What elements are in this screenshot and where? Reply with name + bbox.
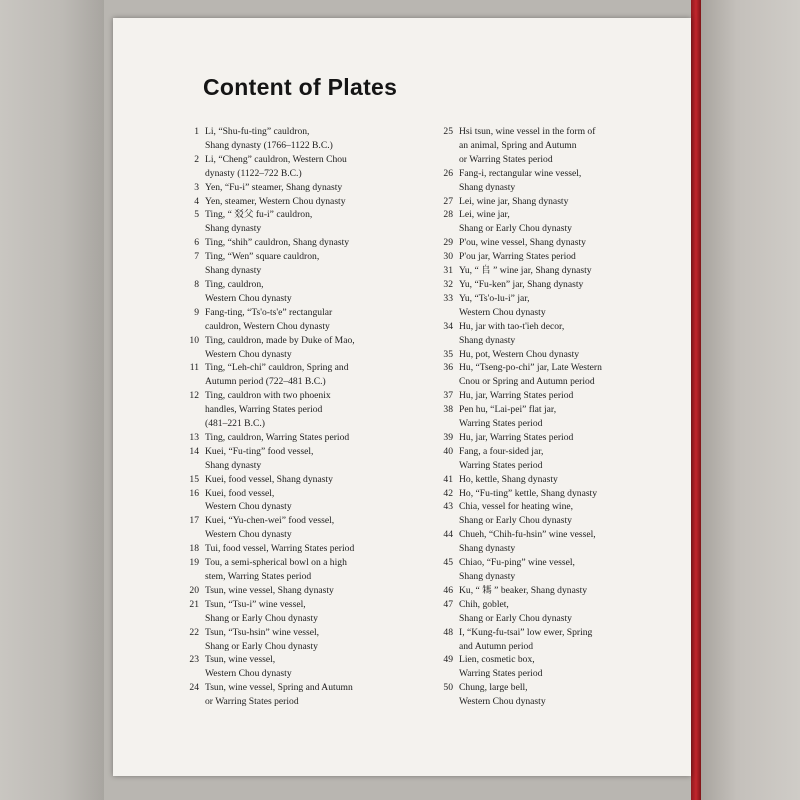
plate-description: Hu, jar with tao-t'ieh decor, Shang dynasty <box>459 320 565 346</box>
plate-description: Tsun, wine vessel, Shang dynasty <box>205 584 334 596</box>
plate-entry <box>177 181 437 195</box>
book-page <box>113 18 691 776</box>
plate-number: 48 <box>443 626 453 638</box>
plate-number: 27 <box>443 195 453 207</box>
book-cover-edge <box>691 0 701 800</box>
plate-description: Lien, cosmetic box, Warring States period <box>459 654 543 680</box>
plate-number: 47 <box>443 598 453 610</box>
plate-entry <box>434 403 684 431</box>
plate-entry <box>434 250 684 264</box>
plate-entry <box>434 292 684 320</box>
plate-entry <box>177 195 437 209</box>
plate-description: Yen, steamer, Western Chou dynasty <box>205 195 346 207</box>
plate-entry <box>434 681 684 709</box>
plate-description: Tui, food vessel, Warring States period <box>205 543 355 555</box>
plate-entry <box>177 626 437 654</box>
plate-number: 44 <box>443 529 453 541</box>
plate-number: 18 <box>189 543 199 555</box>
plate-number: 28 <box>443 209 453 221</box>
plate-entry <box>177 208 437 236</box>
plate-description: Yu, “Fu-ken” jar, Shang dynasty <box>459 278 584 290</box>
plate-entry <box>434 653 684 681</box>
plate-number: 40 <box>443 445 453 457</box>
plate-number: 43 <box>443 501 453 513</box>
plate-number: 37 <box>443 390 453 402</box>
plate-description: Li, “Cheng” cauldron, Western Chou dynasty (1122–722 B.C.) <box>205 153 347 179</box>
background-right <box>695 0 800 800</box>
plate-entry <box>177 556 437 584</box>
plates-column-left <box>177 125 437 709</box>
plate-entry <box>177 681 437 709</box>
plate-number: 30 <box>443 251 453 263</box>
plate-number: 2 <box>194 153 199 165</box>
plate-number: 15 <box>189 473 199 485</box>
plate-number: 17 <box>189 515 199 527</box>
plate-number: 16 <box>189 487 199 499</box>
plate-number: 32 <box>443 278 453 290</box>
plate-number: 3 <box>194 181 199 193</box>
plate-description: Chueh, “Chih-fu-hsin” wine vessel, Shang dynasty <box>459 529 596 555</box>
plate-description: Tsun, “Tsu-hsin” wine vessel, Shang or Early Chou dynasty <box>205 626 320 652</box>
plates-column-right <box>434 125 684 709</box>
page-title: Content of Plates <box>203 74 398 100</box>
plate-description: Hu, pot, Western Chou dynasty <box>459 348 580 360</box>
plate-number: 9 <box>194 306 199 318</box>
plate-description: Kuei, “Fu-ting” food vessel, Shang dynasty <box>205 445 314 471</box>
plate-description: Tsun, wine vessel, Spring and Autumn or Warring States period <box>205 682 353 708</box>
plate-entry <box>177 236 437 250</box>
plate-description: I, “Kung-fu-tsai” low ewer, Spring and Autumn period <box>459 626 593 652</box>
plate-description: Tsun, “Tsu-i” wine vessel, Shang or Early Chou dynasty <box>205 598 318 624</box>
plate-number: 33 <box>443 292 453 304</box>
background-left <box>0 0 104 800</box>
plate-number: 46 <box>443 584 453 596</box>
plate-number: 11 <box>189 362 199 374</box>
plate-entry <box>177 598 437 626</box>
plate-description: Fang, a four-sided jar, Warring States period <box>459 445 544 471</box>
plate-number: 24 <box>189 682 199 694</box>
plate-entry <box>434 584 684 598</box>
plate-description: Fang-ting, “Ts'o-ts'e” rectangular cauldron, Western Chou dynasty <box>205 306 333 332</box>
plate-entry <box>177 334 437 362</box>
plate-entry <box>434 528 684 556</box>
plate-entry <box>434 389 684 403</box>
plate-entry <box>434 264 684 278</box>
plate-description: Hsi tsun, wine vessel in the form of an animal, Spring and Autumn or Warring States period <box>459 126 596 165</box>
plate-entry <box>177 514 437 542</box>
plate-number: 1 <box>194 126 199 137</box>
plate-number: 14 <box>189 445 199 457</box>
plate-entry <box>177 250 437 278</box>
plate-entry <box>177 361 437 389</box>
plate-description: Chung, large bell, Western Chou dynasty <box>459 682 546 708</box>
plate-description: Lei, wine jar, Shang dynasty <box>459 195 569 207</box>
plate-description: Yen, “Fu-i” steamer, Shang dynasty <box>205 181 343 193</box>
plate-number: 41 <box>443 473 453 485</box>
plate-entry <box>177 306 437 334</box>
plate-description: Hu, jar, Warring States period <box>459 431 574 443</box>
plate-entry <box>177 487 437 515</box>
plate-number: 31 <box>443 265 453 277</box>
plate-number: 42 <box>443 487 453 499</box>
plate-description: Ting, cauldron, made by Duke of Mao, Western Chou dynasty <box>205 334 355 360</box>
plate-number: 6 <box>194 237 199 249</box>
plate-number: 29 <box>443 237 453 249</box>
plate-entry <box>434 167 684 195</box>
plate-description: Kuei, “Yu-chen-wei” food vessel, Western Chou dynasty <box>205 515 335 541</box>
plate-description: Fang-i, rectangular wine vessel, Shang dynasty <box>459 167 582 193</box>
plate-entry <box>434 278 684 292</box>
plate-entry <box>434 236 684 250</box>
plate-description: Tsun, wine vessel, Western Chou dynasty <box>205 654 292 680</box>
plate-description: Ting, “Wen” square cauldron, Shang dynasty <box>205 251 320 277</box>
plate-number: 38 <box>443 404 453 416</box>
plate-number: 12 <box>189 390 199 402</box>
plate-entry <box>434 195 684 209</box>
plate-entry <box>434 473 684 487</box>
plate-number: 10 <box>189 334 199 346</box>
plate-entry <box>434 125 684 167</box>
plate-description: Chiao, “Fu-ping” wine vessel, Shang dynasty <box>459 557 575 582</box>
plate-description: P'ou jar, Warring States period <box>459 251 576 263</box>
plate-number: 21 <box>189 598 199 610</box>
plate-number: 23 <box>189 654 199 666</box>
plate-entry <box>434 320 684 348</box>
plate-entry <box>177 431 437 445</box>
plate-description: Ku, “ 𩢻 ” beaker, Shang dynasty <box>459 584 588 596</box>
plate-description: Pen hu, “Lai-pei” flat jar, Warring States period <box>459 404 557 430</box>
plate-entry <box>434 348 684 362</box>
plate-description: Ting, “shih” cauldron, Shang dynasty <box>205 237 350 249</box>
plate-number: 25 <box>443 126 453 137</box>
plate-description: Li, “Shu-fu-ting” cauldron, Shang dynasty (1766–1122 B.C.) <box>205 126 333 151</box>
plate-description: Lei, wine jar, Shang or Early Chou dynasty <box>459 209 572 235</box>
plate-description: Chih, goblet, Shang or Early Chou dynasty <box>459 598 572 624</box>
plate-description: Ting, “Leh-chi” cauldron, Spring and Autumn period (722–481 B.C.) <box>205 362 349 388</box>
plate-number: 39 <box>443 431 453 443</box>
plate-description: Tou, a semi-spherical bowl on a high stem, Warring States period <box>205 557 347 582</box>
plate-number: 45 <box>443 557 453 569</box>
plate-description: Hu, jar, Warring States period <box>459 390 574 402</box>
plate-description: Kuei, food vessel, Western Chou dynasty <box>205 487 292 513</box>
plate-description: Ting, “ 㸚父 fu-i” cauldron, Shang dynasty <box>205 209 313 235</box>
plate-entry <box>434 361 684 389</box>
plate-entry <box>177 153 437 181</box>
plate-description: Kuei, food vessel, Shang dynasty <box>205 473 333 485</box>
plate-number: 13 <box>189 431 199 443</box>
plate-entry <box>177 542 437 556</box>
plate-entry <box>177 125 437 153</box>
plate-description: Yu, “ 𠂤 ” wine jar, Shang dynasty <box>459 265 592 277</box>
plate-number: 49 <box>443 654 453 666</box>
plate-description: Ting, cauldron, Warring States period <box>205 431 350 443</box>
plate-description: Ting, cauldron, Western Chou dynasty <box>205 278 292 304</box>
plate-number: 8 <box>194 278 199 290</box>
plate-number: 4 <box>194 195 199 207</box>
plate-number: 22 <box>189 626 199 638</box>
plate-entry <box>434 598 684 626</box>
plate-entry <box>177 389 437 431</box>
plate-number: 26 <box>443 167 453 179</box>
plate-number: 5 <box>194 209 199 221</box>
plate-description: P'ou, wine vessel, Shang dynasty <box>459 237 586 249</box>
plate-entry <box>434 431 684 445</box>
plate-number: 36 <box>443 362 453 374</box>
plate-entry <box>434 500 684 528</box>
plate-entry <box>177 278 437 306</box>
plate-description: Ting, cauldron with two phoenix handles, Warring States period (481–221 B.C.) <box>205 390 331 430</box>
plate-entry <box>177 653 437 681</box>
plate-number: 7 <box>194 251 199 263</box>
plate-entry <box>434 626 684 654</box>
plate-number: 19 <box>189 557 199 569</box>
plate-entry <box>434 445 684 473</box>
plate-entry <box>177 584 437 598</box>
plate-description: Hu, “Tseng-po-chi” jar, Late Western Cnou or Spring and Autumn period <box>459 362 602 388</box>
plate-description: Yu, “Ts'o-lu-i” jar, Western Chou dynasty <box>459 292 546 318</box>
plate-description: Ho, kettle, Shang dynasty <box>459 473 558 485</box>
plate-entry <box>434 208 684 236</box>
plate-entry <box>434 556 684 584</box>
plate-entry <box>434 487 684 501</box>
plate-number: 35 <box>443 348 453 360</box>
plate-description: Ho, “Fu-ting” kettle, Shang dynasty <box>459 487 598 499</box>
plate-number: 20 <box>189 584 199 596</box>
plate-entry <box>177 445 437 473</box>
plate-number: 50 <box>443 682 453 694</box>
plate-description: Chia, vessel for heating wine, Shang or Early Chou dynasty <box>459 501 574 527</box>
plate-number: 34 <box>443 320 453 332</box>
plate-entry <box>177 473 437 487</box>
